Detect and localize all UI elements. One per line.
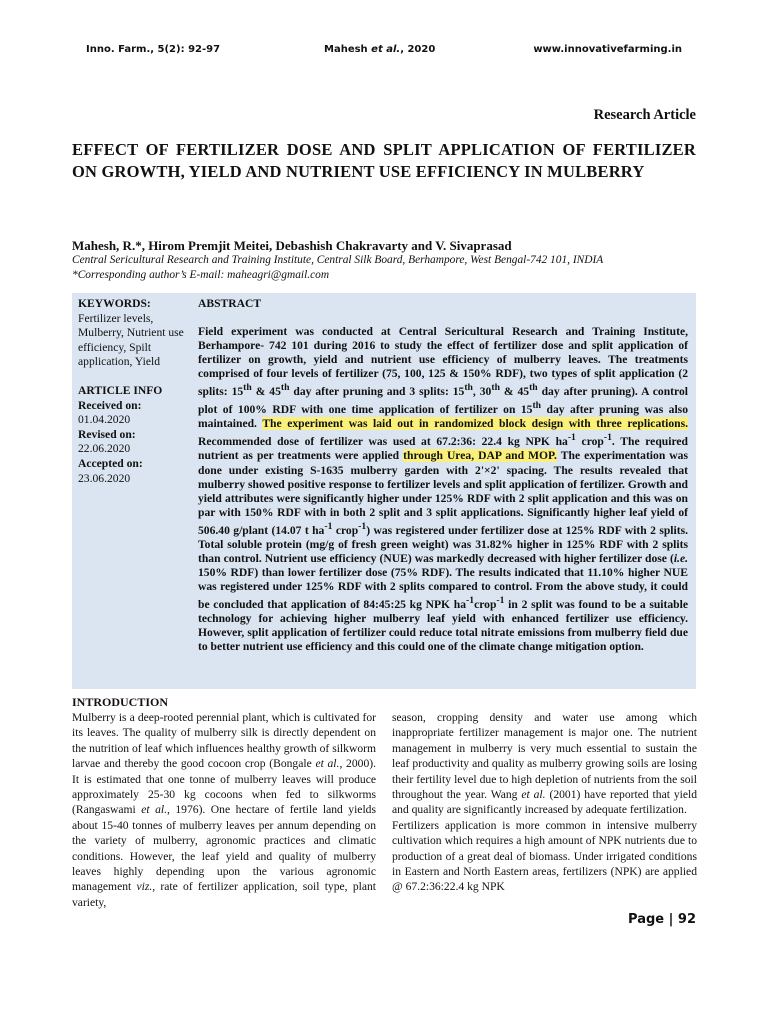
keywords-heading: KEYWORDS: xyxy=(78,297,151,310)
abstract-column xyxy=(198,297,688,654)
intro-paragraph: Mulberry is a deep-rooted perennial plant, which is cultivated for its leaves. The quality of mulberry silk is directly dependent on the nutrition of leaf which influences healthy growth of silkworm larvae and thereby the good cocoon crop (Bongale et al., 2000). It is estimated that one tonne of mulberry leaves will produce approximately 25-30 kg cocoons when fed to silkworms (Rangaswami et al., 1976). One hectare of fertile land yields about 15-40 tonnes of mulberry leaves per annum depending on the variety of mulberry, agronomic practices and climatic conditions. However, the leaf yield and quality of mulberry leaves highly depending upon the various agronomic management viz., rate of fertilizer application, soil type, plant variety, xyxy=(72,711,376,909)
accepted-date: 23.06.2020 xyxy=(78,471,131,485)
intro-paragraph: Fertilizers application is more common in intensive mulberry cultivation which requires a high amount of NPK nutrients due to production of a great deal of biomass. Under irrigated conditions in Eastern and North Eastern areas, fertilizers (NPK) are applied @ 67.2:36:22.4 kg NPK xyxy=(392,818,697,894)
accepted-label: Accepted on: xyxy=(78,456,143,470)
revised-label: Revised on: xyxy=(78,427,136,441)
intro-paragraph: season, cropping density and water use among which inappropriate fertilizer management is major one. The nutrient management in mulberry is very much essential to sustain the leaf productivity and quality as mulberry growing soils are losing their fertility level due to high depletion of nutrients from the soil throughout the year. Wang et al. (2001) have reported that yield and quality are significantly increased by adequate fertilization. xyxy=(392,711,698,817)
abstract-text: Field experiment was conducted at Central Sericultural Research and Training Institute, Berhampore- 742 101 during 2016 to study the effect of fertilizer dose and split application of fertilizer on growth, yield and nutrient use efficiency of mulberry leaves. The treatments comprised of four levels of fertilizer (75, 100, 125 & 150% RDF), two types of split application (2 splits: 15th & 45th day after pruning and 3 splits: 15th, 30th & 45th day after pruning). A control plot of 100% RDF with one time application of fertilizer on 15th day after pruning was also maintained. The experiment was laid out in randomized block design with three replications. Recommended dose of fertilizer was used at 67.2:36: 22.4 kg NPK $ha^{-1}$ crop$^{-1}$. The required nutrient as per treatments were applied through Urea, DAP and MOP. The experimentation was done under existing S-1635 mulberry garden with 2'×2' spacing. The results revealed that mulberry showed positive response to fertilizer levels and split application of fertilizer. Growth and yield attributes were significantly higher under 125% RDF with 2 split application and this was on par with 150% RDF with in both 2 split and 3 split applications. Significantly higher leaf yield of 506.40 g/plant (14.07 t $ha^{-1}$ crop$^{-1}$) was registered under fertilizer dose at 125% RDF with 2 splits. Total soluble protein (mg/g of fresh green weight) was 31.82% higher in 125% RDF with 2 splits than control. Nutrient use efficiency (NUE) was markedly decreased with higher fertilizer dose (i.e. 150% RDF) than lower fertilizer dose (75% RDF). The results indicated that 11.10% higher NUE was registered under 125% RDF with 2 splits compared to control. From the above study, it could be concluded that application of 84:45:25 kg NPK $ha^{-1}crop^{-1}$ in 2 split was found to be a suitable technology for achieving higher mulberry leaf yield with enhanced fertilizer use efficiency. However, split application of fertilizer could reduce total nitrate emissions from mulberry field due to better nutrient use efficiency and this could one of the climate change mitigation option. xyxy=(198,325,688,654)
affiliation: Central Sericultural Research and Training Institute, Central Silk Board, Berhampore, West Bengal-742 101, INDIA xyxy=(72,254,604,266)
highlight-fertilizers: through Urea, DAP and MOP. xyxy=(403,449,557,463)
keywords-text: Fertilizer levels, Mulberry, Nutrient use efficiency, Spilt application, Yield xyxy=(78,311,184,369)
abstract-heading: ABSTRACT xyxy=(198,297,262,310)
intro-column-left xyxy=(72,710,376,910)
article-info-heading: ARTICLE INFO xyxy=(78,383,163,397)
page-number: Page | 92 xyxy=(628,912,696,927)
revised-date: 22.06.2020 xyxy=(78,442,131,456)
paper-title: EFFECT OF FERTILIZER DOSE AND SPLIT APPLICATION OF FERTILIZER ON GROWTH, YIELD AND NUTRIENT USE EFFICIENCY IN MULBERRY xyxy=(72,140,696,181)
author-list: Mahesh, R.*, Hirom Premjit Meitei, Debashish Chakravarty and V. Sivaprasad xyxy=(72,238,512,253)
received-date: 01.04.2020 xyxy=(78,413,131,427)
highlight-design: The experiment was laid out in randomized block design with three replications. xyxy=(262,417,688,431)
running-header xyxy=(86,44,682,60)
received-label: Received on: xyxy=(78,398,142,412)
intro-column-right xyxy=(392,710,697,895)
introduction-heading: INTRODUCTION xyxy=(72,695,169,709)
abstract-panel xyxy=(72,293,696,689)
sidebar-meta xyxy=(78,297,188,486)
running-authors: Mahesh et al., 2020 xyxy=(324,44,436,55)
journal-citation: Inno. Farm., 5(2): 92-97 xyxy=(86,44,221,55)
affiliation-block xyxy=(72,253,696,283)
journal-website[interactable]: www.innovativefarming.in xyxy=(533,44,682,55)
article-type: Research Article xyxy=(593,107,696,123)
corresponding-email[interactable]: *Corresponding author’s E-mail: maheagri@gmail.com xyxy=(72,269,330,281)
